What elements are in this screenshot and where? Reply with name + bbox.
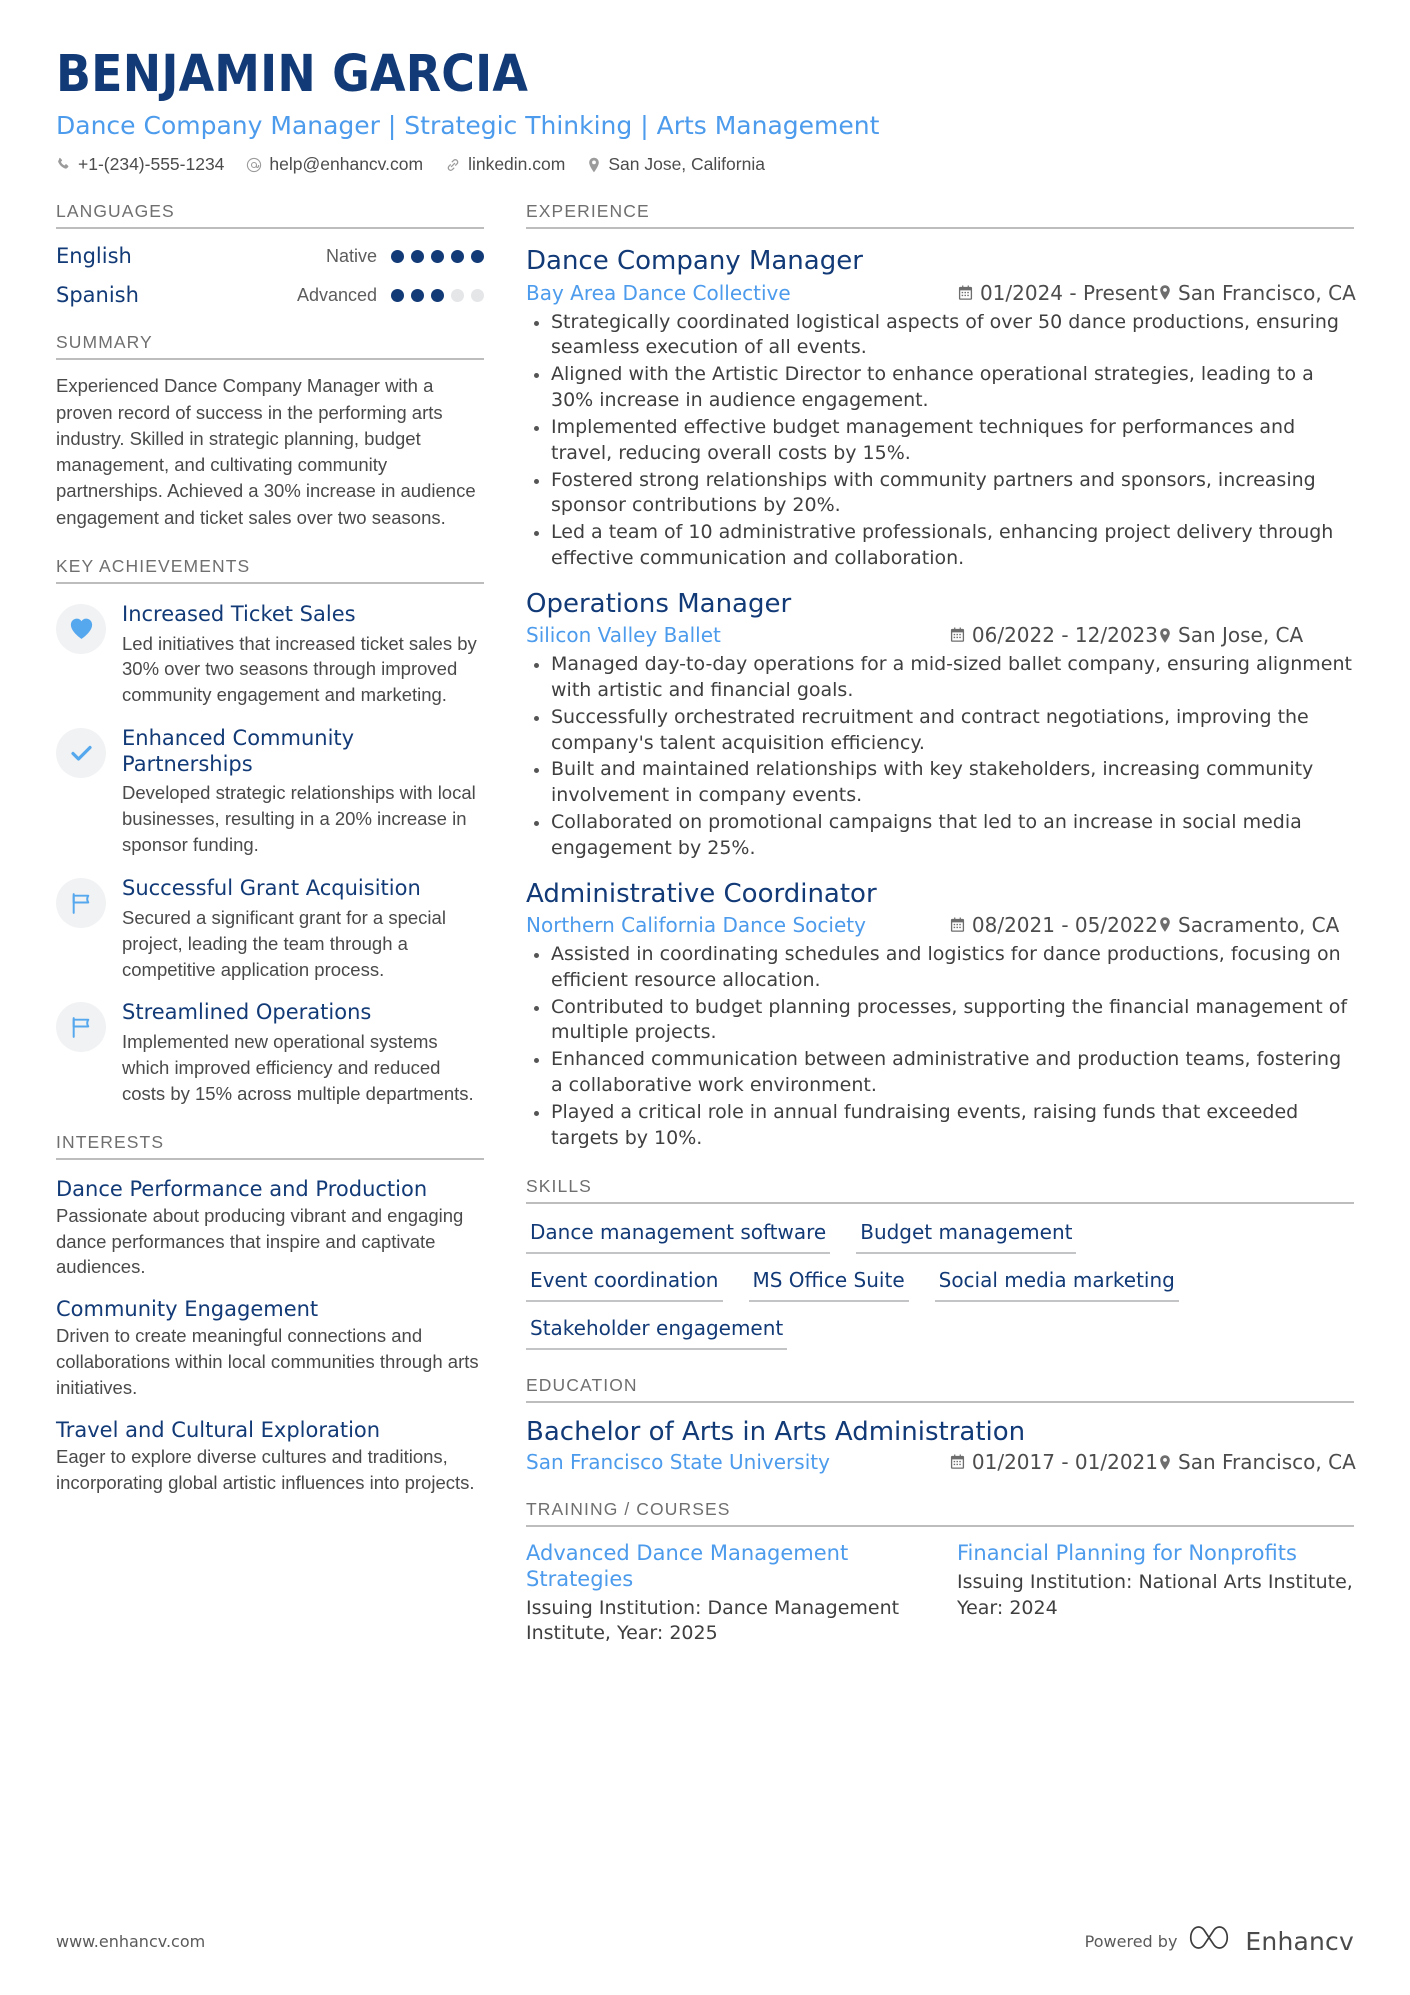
achievement-desc: Led initiatives that increased ticket sales by 30% over two seasons through improved community engagement and marketing. <box>122 632 477 706</box>
achievement-title: Increased Ticket Sales <box>122 601 356 626</box>
job-title: Administrative Coordinator <box>526 878 877 909</box>
location-pin-icon <box>587 157 601 173</box>
right-column <box>526 201 1354 1647</box>
contact-location <box>587 154 765 175</box>
section-title-experience: EXPERIENCE <box>526 201 1354 229</box>
resume-header <box>56 46 1354 175</box>
section-title-education: EDUCATION <box>526 1375 1354 1403</box>
skills-row <box>526 1266 1354 1302</box>
language-name: English <box>56 244 132 269</box>
course-title[interactable]: Advanced Dance Management Strategies <box>526 1541 849 1592</box>
job-bullet: Played a critical role in annual fundraising events, raising funds that exceeded targets by 10%. <box>526 1100 1354 1152</box>
language-item <box>56 244 484 268</box>
education-meta <box>526 1450 1354 1474</box>
location-pin-icon <box>1158 284 1172 301</box>
interest-title: Travel and Cultural Exploration <box>56 1418 381 1443</box>
contact-bar <box>56 154 1354 175</box>
candidate-name: BENJAMIN GARCIA <box>56 45 529 104</box>
achievement-desc: Developed strategic relationships with local businesses, resulting in a 20% increase in sponsor funding. <box>122 782 476 856</box>
job-bullets <box>526 652 1354 862</box>
footer-powered-by: Powered by <box>1084 1932 1178 1951</box>
section-key-achievements <box>56 556 484 1107</box>
interest-desc: Eager to explore diverse cultures and traditions, incorporating global artistic influences into projects. <box>56 1446 475 1493</box>
contact-linkedin[interactable] <box>445 154 565 175</box>
achievement-title: Successful Grant Acquisition <box>122 876 421 901</box>
course-desc: Issuing Institution: Dance Management Institute, Year: 2025 <box>526 1596 900 1645</box>
section-title-interests: INTERESTS <box>56 1132 484 1160</box>
course-item <box>957 1541 1354 1647</box>
calendar-icon <box>950 1454 965 1470</box>
skill-chip[interactable]: MS Office Suite <box>749 1266 909 1302</box>
language-item <box>56 283 484 307</box>
skill-chip[interactable]: Dance management software <box>526 1218 830 1254</box>
achievement-badge <box>56 1002 106 1052</box>
job-bullet: Assisted in coordinating schedules and logistics for dance productions, focusing on efficient resource allocation. <box>526 942 1354 994</box>
job-company[interactable]: Silicon Valley Ballet <box>526 623 721 648</box>
job-location <box>1158 281 1354 305</box>
job-bullets <box>526 310 1354 572</box>
job-bullet: Enhanced communication between administrative and production teams, fostering a collaborative work environment. <box>526 1047 1354 1099</box>
skills-row <box>526 1218 1354 1254</box>
job-bullet: Managed day-to-day operations for a mid-sized ballet company, ensuring alignment with artistic and financial goals. <box>526 652 1354 704</box>
job-location <box>1158 623 1354 647</box>
job-date-text: 08/2021 - 05/2022 <box>971 912 1158 937</box>
heart-icon <box>69 617 94 640</box>
contact-location-text: San Jose, California <box>608 154 765 175</box>
job-bullet: Fostered strong relationships with community partners and sponsors, increasing sponsor contributions by 20%. <box>526 468 1354 520</box>
skills-list <box>526 1218 1354 1350</box>
calendar-icon <box>958 285 973 301</box>
footer-brand-name: Enhancv <box>1245 1927 1354 1956</box>
achievement-badge <box>56 604 106 654</box>
left-column <box>56 201 484 1495</box>
interest-item <box>56 1418 484 1496</box>
education-degree: Bachelor of Arts in Arts Administration <box>526 1417 1026 1448</box>
achievement-item <box>56 1000 484 1106</box>
section-skills <box>526 1176 1354 1350</box>
skill-chip[interactable]: Social media marketing <box>935 1266 1179 1302</box>
job-meta <box>526 913 1354 937</box>
achievement-badge <box>56 728 106 778</box>
location-pin-icon <box>1158 1454 1172 1471</box>
achievement-title: Streamlined Operations <box>122 1000 372 1025</box>
contact-linkedin-text: linkedin.com <box>468 154 566 175</box>
email-icon <box>246 157 262 173</box>
achievement-desc: Implemented new operational systems which improved efficiency and reduced costs by 15% across multiple departments. <box>122 1031 474 1104</box>
location-pin-icon <box>1158 627 1172 644</box>
phone-icon <box>56 157 71 172</box>
section-title-training: TRAINING / COURSES <box>526 1499 1354 1527</box>
link-icon <box>445 157 461 173</box>
calendar-icon <box>950 627 965 643</box>
candidate-headline: Dance Company Manager | Strategic Thinking | Arts Management <box>56 111 880 141</box>
job-date-text: 01/2024 - Present <box>979 280 1158 305</box>
language-name: Spanish <box>56 283 139 308</box>
job-date <box>958 281 1158 305</box>
enhancv-logo-icon <box>1189 1926 1233 1957</box>
education-date <box>950 1450 1158 1474</box>
flag-icon <box>69 892 94 915</box>
education-school[interactable]: San Francisco State University <box>526 1450 830 1475</box>
language-level: Advanced <box>296 284 377 305</box>
location-pin-icon <box>1158 916 1172 933</box>
experience-item <box>526 879 1354 1152</box>
contact-email-text: help@enhancv.com <box>269 154 424 175</box>
job-bullet: Built and maintained relationships with key stakeholders, increasing community involvement in company events. <box>526 757 1354 809</box>
education-date-text: 01/2017 - 01/2021 <box>971 1450 1158 1475</box>
interest-item <box>56 1177 484 1281</box>
language-rating-dots <box>391 250 484 263</box>
course-title[interactable]: Financial Planning for Nonprofits <box>957 1541 1297 1566</box>
course-desc: Issuing Institution: National Arts Institute, Year: 2024 <box>957 1571 1353 1619</box>
skills-row <box>526 1314 1354 1350</box>
job-bullet: Strategically coordinated logistical aspects of over 50 dance productions, ensuring seamless execution of all events. <box>526 310 1354 362</box>
summary-text: Experienced Dance Company Manager with a proven record of success in the performing arts industry. Skilled in strategic planning, budget management, and cultivating community partnerships. Achieved a 30% increase in audience engagement and ticket sales over two seasons. <box>56 375 476 528</box>
job-title: Operations Manager <box>526 588 792 619</box>
course-item <box>526 1541 923 1647</box>
section-education <box>526 1375 1354 1474</box>
job-bullet: Contributed to budget planning processes, supporting the financial management of multiple projects. <box>526 995 1354 1047</box>
resume-footer <box>56 1926 1354 1957</box>
job-bullets <box>526 942 1354 1152</box>
interest-title: Dance Performance and Production <box>56 1176 428 1201</box>
section-title-skills: SKILLS <box>526 1176 1354 1204</box>
job-location <box>1158 913 1354 937</box>
job-location-text: San Jose, CA <box>1178 623 1304 648</box>
resume-columns <box>56 201 1354 1647</box>
achievement-desc: Secured a significant grant for a special project, leading the team through a competitive application process. <box>122 906 446 980</box>
contact-email[interactable] <box>246 154 423 175</box>
footer-branding <box>1085 1926 1354 1957</box>
skill-chip[interactable]: Event coordination <box>526 1266 723 1302</box>
section-summary <box>56 332 484 531</box>
experience-item <box>526 589 1354 862</box>
job-date <box>950 913 1158 937</box>
job-company[interactable]: Bay Area Dance Collective <box>526 280 791 305</box>
achievement-item <box>56 726 484 858</box>
job-bullet: Successfully orchestrated recruitment and contract negotiations, improving the company's talent acquisition efficiency. <box>526 705 1354 757</box>
section-languages <box>56 201 484 307</box>
section-title-languages: LANGUAGES <box>56 201 484 229</box>
job-meta <box>526 281 1354 305</box>
job-date-text: 06/2022 - 12/2023 <box>971 623 1158 648</box>
achievement-badge <box>56 878 106 928</box>
check-icon <box>69 742 94 764</box>
job-bullet: Implemented effective budget management techniques for performances and travel, reducing overall costs by 15%. <box>526 415 1354 467</box>
skill-chip[interactable]: Stakeholder engagement <box>526 1314 787 1350</box>
courses-list <box>526 1541 1354 1647</box>
experience-item <box>526 246 1354 571</box>
job-title: Dance Company Manager <box>526 246 863 277</box>
job-date <box>950 623 1158 647</box>
education-item <box>526 1417 1354 1474</box>
calendar-icon <box>950 917 965 933</box>
section-experience <box>526 201 1354 1151</box>
section-interests <box>56 1132 484 1496</box>
section-training <box>526 1499 1354 1647</box>
footer-website[interactable]: www.enhancv.com <box>56 1932 206 1951</box>
interest-desc: Passionate about producing vibrant and engaging dance performances that inspire and captivate audiences. <box>56 1204 464 1278</box>
job-meta <box>526 623 1354 647</box>
skill-chip[interactable]: Budget management <box>856 1218 1076 1254</box>
job-location-text: Sacramento, CA <box>1178 912 1340 937</box>
section-title-achievements: KEY ACHIEVEMENTS <box>56 556 484 584</box>
section-title-summary: SUMMARY <box>56 332 484 360</box>
flag-icon <box>69 1016 94 1039</box>
education-location-text: San Francisco, CA <box>1178 1450 1356 1475</box>
interest-item <box>56 1297 484 1401</box>
job-bullet: Aligned with the Artistic Director to enhance operational strategies, leading to a 30% increase in audience engagement. <box>526 362 1354 414</box>
interest-desc: Driven to create meaningful connections and collaborations within local communities through arts initiatives. <box>56 1325 479 1399</box>
job-bullet: Led a team of 10 administrative professionals, enhancing project delivery through effective communication and collaboration. <box>526 520 1354 572</box>
contact-phone-text: +1-(234)-555-1234 <box>78 154 225 175</box>
job-company[interactable]: Northern California Dance Society <box>526 912 866 937</box>
job-location-text: San Francisco, CA <box>1178 280 1356 305</box>
achievement-item <box>56 602 484 708</box>
job-bullet: Collaborated on promotional campaigns that led to an increase in social media engagement by 25%. <box>526 810 1354 862</box>
contact-phone[interactable] <box>56 154 224 175</box>
interest-title: Community Engagement <box>56 1297 319 1322</box>
education-location <box>1158 1450 1354 1474</box>
language-rating-dots <box>391 289 484 302</box>
language-level: Native <box>325 245 377 266</box>
achievement-item <box>56 876 484 982</box>
achievement-title: Enhanced Community Partnerships <box>122 726 355 776</box>
